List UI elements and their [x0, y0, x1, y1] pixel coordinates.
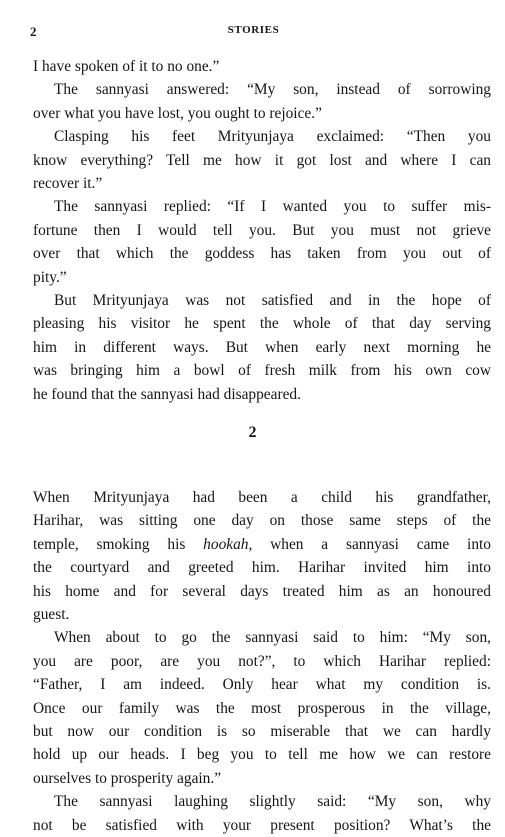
- section-2-text: [33, 486, 491, 837]
- text-line: pleasing his visitor he spent the whole of that day serving: [33, 315, 491, 333]
- text-line: his home and for several days treated him as an honoured: [33, 582, 491, 600]
- italic-word: hookah: [203, 535, 249, 553]
- text-line: Harihar, was sitting one day on those same steps of the: [33, 512, 491, 530]
- text-line: fortune then I would tell you. But you must not grieve: [33, 221, 491, 239]
- text-line: The sannyasi replied: “If I wanted you to suffer mis-: [54, 198, 491, 216]
- text-line: The sannyasi laughing slightly said: “My son, why: [54, 793, 491, 811]
- text-line: Clasping his feet Mrityunjaya exclaimed: “Then you: [54, 128, 491, 146]
- text-line: know everything? Tell me how it got lost and where I can: [33, 151, 491, 169]
- running-head: STORIES: [227, 24, 280, 36]
- text-line: Once our family was the most prosperous in the village,: [33, 699, 491, 717]
- text-line: him in different ways. But when early next morning he: [33, 338, 491, 356]
- text-line: guest.: [33, 606, 70, 624]
- page-number: 2: [30, 24, 37, 39]
- text-line: but now our condition is so miserable that we can hardly: [33, 723, 491, 741]
- text-line: pity.”: [33, 268, 67, 286]
- text-line: he found that the sannyasi had disappeared.: [33, 385, 301, 403]
- text-line: was bringing him a bowl of fresh milk from his own cow: [33, 362, 491, 380]
- text-line: not be satisfied with your present position? What’s the: [33, 816, 491, 834]
- text-line: hold up our heads. I beg you to tell me how we can restore: [33, 746, 491, 764]
- text-line: recover it.”: [33, 175, 103, 193]
- text-line: you are poor, are you not?”, to which Harihar replied:: [33, 652, 491, 670]
- text-line: [33, 533, 491, 556]
- text-line: The sannyasi answered: “My son, instead of sorrowing: [54, 81, 491, 99]
- text-line: the courtyard and greeted him. Harihar invited him into: [33, 559, 491, 577]
- text-segment: temple, smoking his: [33, 535, 186, 553]
- section-1-text: [33, 55, 491, 406]
- text-line: ourselves to prosperity again.”: [33, 769, 222, 787]
- text-line: I have spoken of it to no one.”: [33, 58, 220, 75]
- text-line: When Mrityunjaya had been a child his grandfather,: [33, 489, 491, 506]
- text-line: But Mrityunjaya was not satisfied and in the hope of: [54, 292, 491, 310]
- text-segment: , when a sannyasi came into: [248, 535, 491, 553]
- text-line: over what you have lost, you ought to rejoice.”: [33, 104, 322, 122]
- text-line: over that which the goddess has taken from you out of: [33, 245, 491, 263]
- page-header: [30, 24, 477, 42]
- section-number: 2: [248, 424, 257, 441]
- text-line: When about to go the sannyasi said to him: “My son,: [54, 629, 491, 647]
- text-line: “Father, I am indeed. Only hear what my condition is.: [33, 676, 491, 694]
